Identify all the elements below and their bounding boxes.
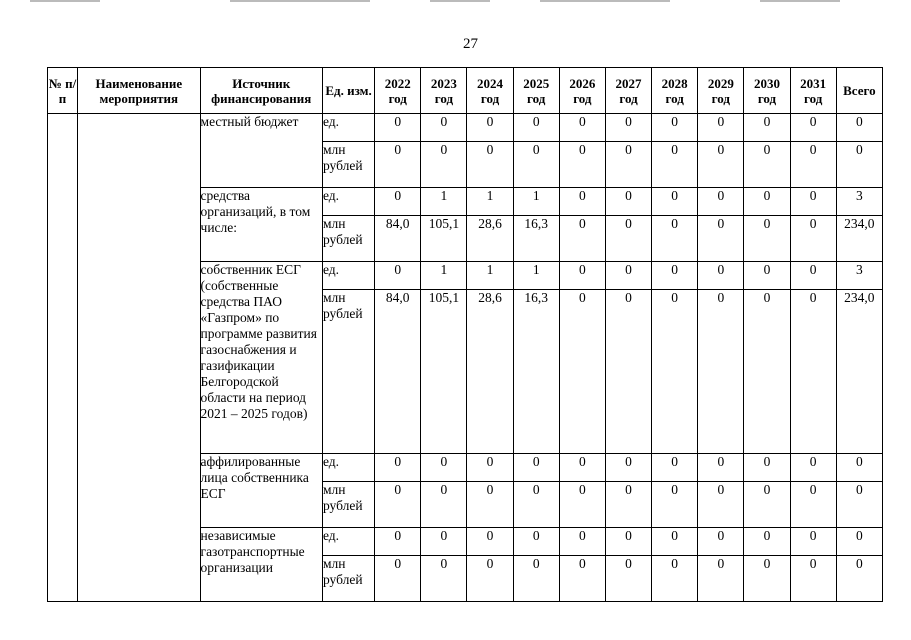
value-cell: 0 (744, 482, 790, 528)
unit-cell: млн рублей (322, 482, 374, 528)
header-name: Наименование мероприятия (78, 68, 200, 114)
value-cell: 16,3 (513, 216, 559, 262)
value-cell: 0 (698, 262, 744, 290)
total-cell: 0 (836, 454, 882, 482)
value-cell: 0 (605, 454, 651, 482)
value-cell: 0 (744, 216, 790, 262)
value-cell: 0 (513, 454, 559, 482)
value-cell: 1 (421, 188, 467, 216)
header-year: 2026 год (559, 68, 605, 114)
value-cell: 0 (790, 216, 836, 262)
value-cell: 0 (421, 556, 467, 602)
source-cell: средства организаций, в том числе: (200, 188, 322, 262)
value-cell: 0 (605, 216, 651, 262)
value-cell: 0 (559, 114, 605, 142)
value-cell: 0 (652, 114, 698, 142)
value-cell: 0 (698, 528, 744, 556)
value-cell: 0 (559, 528, 605, 556)
value-cell: 0 (652, 482, 698, 528)
value-cell: 0 (559, 556, 605, 602)
value-cell: 0 (698, 142, 744, 188)
value-cell: 0 (513, 482, 559, 528)
name-cell (78, 114, 200, 602)
header-year: 2023 год (421, 68, 467, 114)
unit-cell: млн рублей (322, 142, 374, 188)
value-cell: 0 (652, 528, 698, 556)
value-cell: 0 (790, 482, 836, 528)
header-total: Всего (836, 68, 882, 114)
total-cell: 0 (836, 482, 882, 528)
value-cell: 0 (652, 188, 698, 216)
header-year: 2030 год (744, 68, 790, 114)
value-cell: 0 (605, 114, 651, 142)
value-cell: 0 (467, 114, 513, 142)
value-cell: 0 (375, 188, 421, 216)
value-cell: 0 (421, 454, 467, 482)
source-cell: собственник ЕСГ (собственные средства ПАО «Газпром» по программе развития газоснабжения и газификации Белгородской области на период 2021 – 2025 годов) (200, 262, 322, 454)
source-cell: независимые газотранспортные организации (200, 528, 322, 602)
value-cell: 0 (559, 262, 605, 290)
header-num: № п/п (48, 68, 78, 114)
value-cell: 1 (513, 188, 559, 216)
total-cell: 3 (836, 262, 882, 290)
header-year: 2022 год (375, 68, 421, 114)
source-cell: местный бюджет (200, 114, 322, 188)
total-cell: 3 (836, 188, 882, 216)
value-cell: 0 (605, 142, 651, 188)
value-cell: 0 (513, 142, 559, 188)
value-cell: 0 (559, 142, 605, 188)
header-year: 2027 год (605, 68, 651, 114)
value-cell: 0 (605, 262, 651, 290)
total-cell: 0 (836, 528, 882, 556)
value-cell: 0 (744, 114, 790, 142)
value-cell: 0 (698, 216, 744, 262)
value-cell: 0 (744, 454, 790, 482)
value-cell: 0 (698, 454, 744, 482)
value-cell: 0 (790, 528, 836, 556)
value-cell: 0 (698, 482, 744, 528)
value-cell: 0 (467, 454, 513, 482)
value-cell: 28,6 (467, 216, 513, 262)
financing-table (47, 67, 883, 602)
value-cell: 0 (698, 290, 744, 454)
value-cell: 0 (652, 290, 698, 454)
value-cell: 0 (375, 556, 421, 602)
value-cell: 0 (790, 454, 836, 482)
source-cell: аффилированные лица собственника ЕСГ (200, 454, 322, 528)
unit-cell: ед. (322, 114, 374, 142)
num-cell (48, 114, 78, 602)
value-cell: 1 (421, 262, 467, 290)
value-cell: 0 (513, 556, 559, 602)
value-cell: 0 (744, 188, 790, 216)
value-cell: 0 (375, 482, 421, 528)
value-cell: 0 (652, 556, 698, 602)
value-cell: 0 (559, 482, 605, 528)
value-cell: 1 (467, 188, 513, 216)
header-year: 2024 год (467, 68, 513, 114)
table-row (48, 114, 883, 142)
value-cell: 0 (790, 114, 836, 142)
value-cell: 0 (375, 262, 421, 290)
value-cell: 0 (559, 454, 605, 482)
value-cell: 0 (652, 216, 698, 262)
unit-cell: ед. (322, 262, 374, 290)
value-cell: 0 (467, 142, 513, 188)
value-cell: 0 (513, 528, 559, 556)
total-cell: 0 (836, 114, 882, 142)
value-cell: 0 (421, 142, 467, 188)
value-cell: 0 (698, 188, 744, 216)
header-year: 2029 год (698, 68, 744, 114)
header-year: 2028 год (652, 68, 698, 114)
value-cell: 0 (421, 528, 467, 556)
value-cell: 84,0 (375, 216, 421, 262)
value-cell: 0 (790, 556, 836, 602)
value-cell: 0 (744, 290, 790, 454)
value-cell: 0 (744, 262, 790, 290)
value-cell: 0 (559, 290, 605, 454)
value-cell: 0 (421, 114, 467, 142)
value-cell: 84,0 (375, 290, 421, 454)
value-cell: 0 (744, 528, 790, 556)
value-cell: 0 (605, 188, 651, 216)
value-cell: 105,1 (421, 216, 467, 262)
value-cell: 0 (559, 188, 605, 216)
value-cell: 0 (698, 556, 744, 602)
value-cell: 0 (375, 142, 421, 188)
value-cell: 0 (467, 482, 513, 528)
value-cell: 28,6 (467, 290, 513, 454)
value-cell: 0 (375, 528, 421, 556)
value-cell: 0 (790, 188, 836, 216)
value-cell: 16,3 (513, 290, 559, 454)
unit-cell: млн рублей (322, 216, 374, 262)
value-cell: 0 (513, 114, 559, 142)
value-cell: 0 (698, 114, 744, 142)
value-cell: 0 (652, 454, 698, 482)
value-cell: 1 (467, 262, 513, 290)
value-cell: 0 (790, 142, 836, 188)
value-cell: 0 (605, 290, 651, 454)
header-unit: Ед. изм. (322, 68, 374, 114)
value-cell: 0 (375, 114, 421, 142)
value-cell: 0 (744, 142, 790, 188)
value-cell: 0 (605, 556, 651, 602)
unit-cell: ед. (322, 528, 374, 556)
unit-cell: млн рублей (322, 556, 374, 602)
value-cell: 105,1 (421, 290, 467, 454)
header-year: 2025 год (513, 68, 559, 114)
unit-cell: ед. (322, 454, 374, 482)
value-cell: 0 (559, 216, 605, 262)
value-cell: 0 (744, 556, 790, 602)
value-cell: 0 (467, 528, 513, 556)
page-number: 27 (463, 36, 478, 52)
value-cell: 0 (375, 454, 421, 482)
value-cell: 0 (652, 262, 698, 290)
header-row (48, 68, 883, 114)
unit-cell: млн рублей (322, 290, 374, 454)
total-cell: 0 (836, 142, 882, 188)
value-cell: 0 (605, 482, 651, 528)
header-year: 2031 год (790, 68, 836, 114)
value-cell: 0 (605, 528, 651, 556)
total-cell: 234,0 (836, 216, 882, 262)
unit-cell: ед. (322, 188, 374, 216)
value-cell: 0 (790, 290, 836, 454)
value-cell: 1 (513, 262, 559, 290)
value-cell: 0 (652, 142, 698, 188)
total-cell: 0 (836, 556, 882, 602)
header-source: Источник финансирования (200, 68, 322, 114)
total-cell: 234,0 (836, 290, 882, 454)
value-cell: 0 (467, 556, 513, 602)
value-cell: 0 (790, 262, 836, 290)
value-cell: 0 (421, 482, 467, 528)
